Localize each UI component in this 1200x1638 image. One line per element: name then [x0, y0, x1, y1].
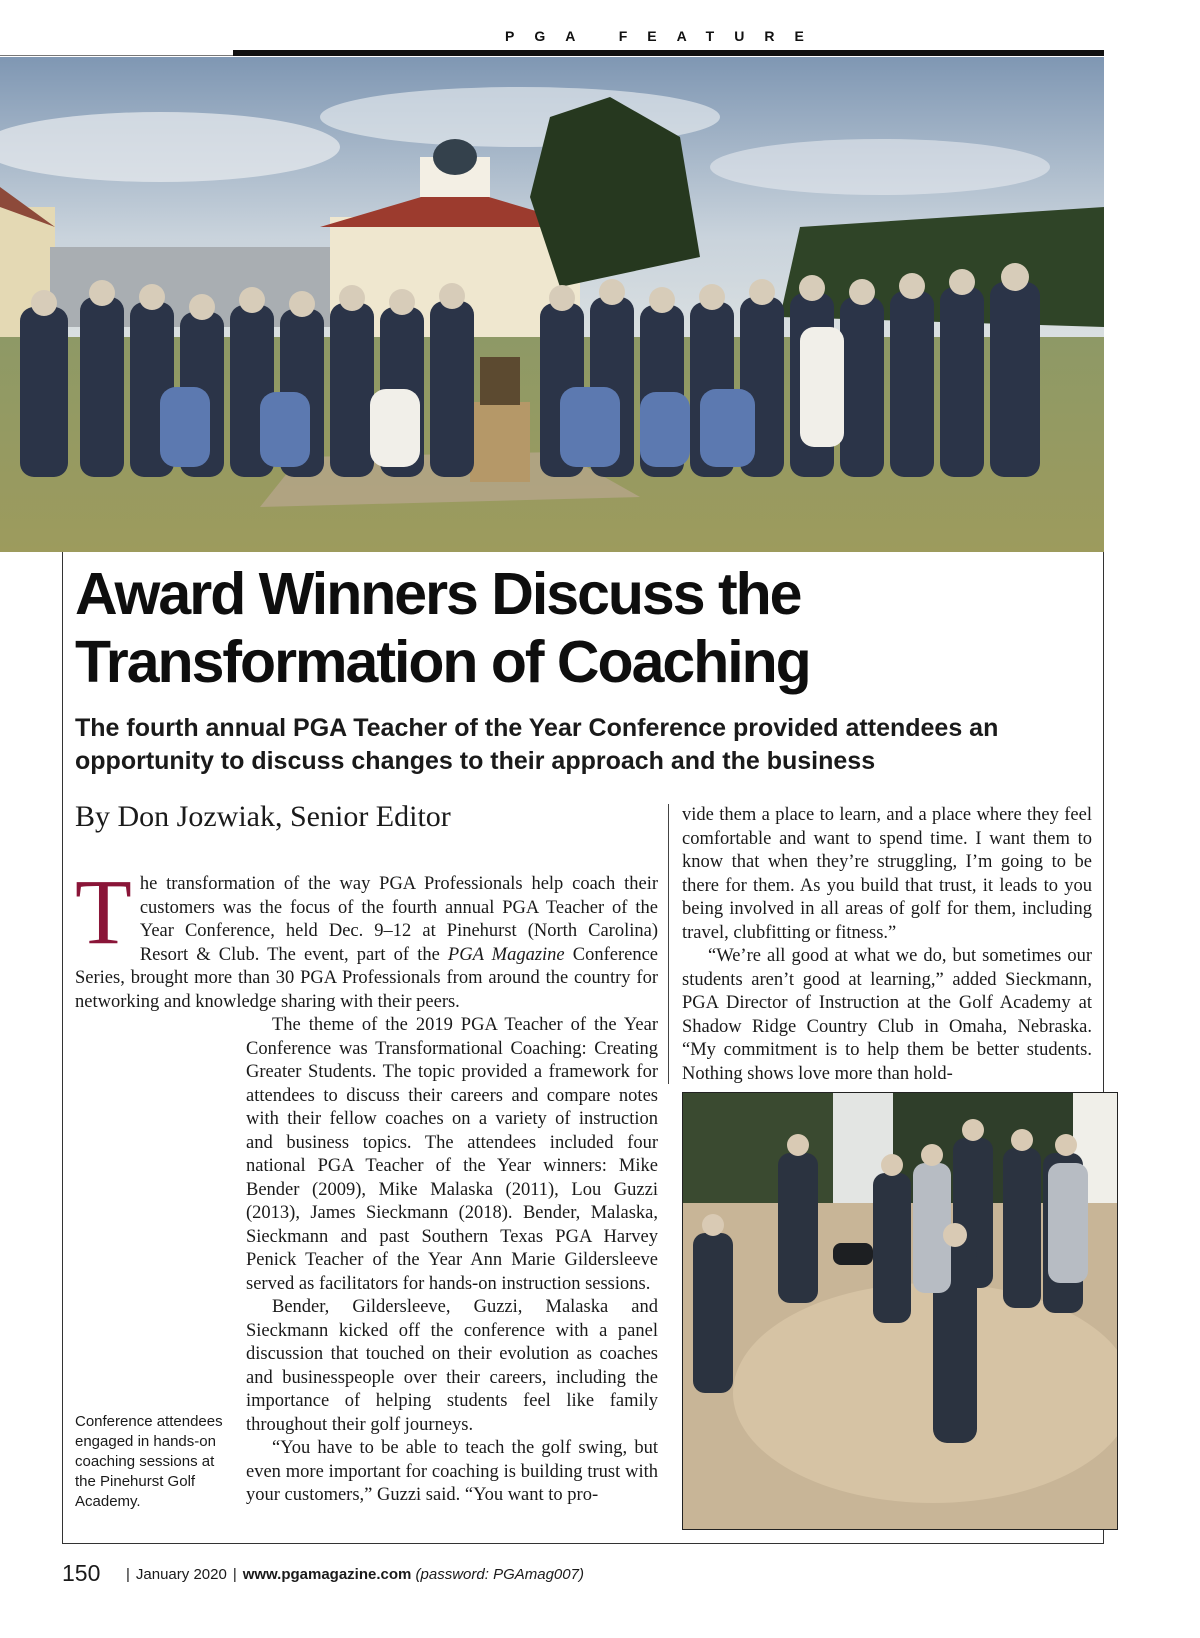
intro-italic-title: PGA Magazine [447, 944, 565, 965]
center-column [246, 1014, 658, 1508]
right-column [682, 804, 1092, 1086]
body-paragraph: “We’re all good at what we do, but sometimes our students aren’t good at learning,” added Sieckmann, PGA Director of Instruction at the Golf Academy at Shadow Ridge Country Club in Omaha, Nebraska. “My commitment is to help them be better students. Nothing shows love more than hold- [682, 946, 1092, 1084]
body-paragraph: Bender, Gildersleeve, Guzzi, Malaska and Sieckmann kicked off the conference with a panel discussion that touched on their evolution as coaches and businesspeople over their careers, including the importance of helping students feel like family throughout their golf journeys. [246, 1297, 658, 1435]
article-headline: Award Winners Discuss the Transformation of Coaching [75, 561, 810, 695]
website-link[interactable]: www.pgamagazine.com [242, 1566, 412, 1583]
body-paragraph: The theme of the 2019 PGA Teacher of the Year Conference was Transformational Coaching: Creating Greater Students. The topic provided a framework for attendees to discuss their careers and compare notes with their fellow coaches on a variety of instruction and business topics. The attendees included four national PGA Teacher of the Year winners: Mike Bender (2009), Mike Malaska (2011), Lou Guzzi (2013), James Sieckmann (2018). Bender, Malaska, Sieckmann and past Southern Texas PGA Harvey Penick Teacher of the Year Ann Marie Gildersleeve served as facilitators for hands-on instruction sessions. [246, 1015, 658, 1294]
article-deck: The fourth annual PGA Teacher of the Year Conference provided attendees an opportunity to discuss changes to their approach and the business [75, 714, 999, 775]
password-note: (password: PGAmag007) [415, 1566, 584, 1583]
coaching-photo-illustration [683, 1093, 1117, 1529]
intro-text: he transformation of the way PGA Professionals help coach their customers was the focus of the fourth annual PGA Teacher of the Year Conference, held Dec. 9–12 at Pinehurst (North Carolina) Resort & Club. The event, part of the [139, 874, 658, 965]
intro-text-end: Conference Series, brought more than 30 PGA Professionals from around the country for networking and knowledge sharing with their peers. [75, 944, 658, 1012]
header-rule [233, 50, 1104, 56]
page-number: 150 [62, 1560, 101, 1586]
column-divider [668, 804, 669, 1084]
header-hairline [0, 55, 233, 56]
body-paragraph: vide them a place to learn, and a place where they feel comfortable and want to spend time. I want them to know that when they’re struggling, I’m going to be there for them. As you build that trust, it leads to you being involved in all areas of golf for them, including travel, clubfitting or fitness.” [682, 805, 1092, 943]
body-paragraph: “You have to be able to teach the golf swing, but even more important for coaching is building trust with your customers,” Guzzi said. “You want to pro- [246, 1438, 658, 1505]
hero-group-photo [0, 57, 1104, 552]
intro-paragraph [75, 861, 658, 1014]
coaching-session-photo [682, 1092, 1118, 1530]
footer-info: | January 2020 | www.pgamagazine.com (password: PGAmag007) [126, 1566, 584, 1583]
section-label: PGA FEATURE [505, 28, 824, 44]
byline: By Don Jozwiak, Senior Editor [75, 800, 451, 833]
drop-cap: T [75, 861, 132, 964]
hero-photo-illustration [0, 57, 1104, 552]
issue-date: January 2020 [135, 1566, 227, 1583]
photo-caption: Conference attendees engaged in hands-on coaching sessions at the Pinehurst Golf Academy. [75, 1413, 223, 1510]
